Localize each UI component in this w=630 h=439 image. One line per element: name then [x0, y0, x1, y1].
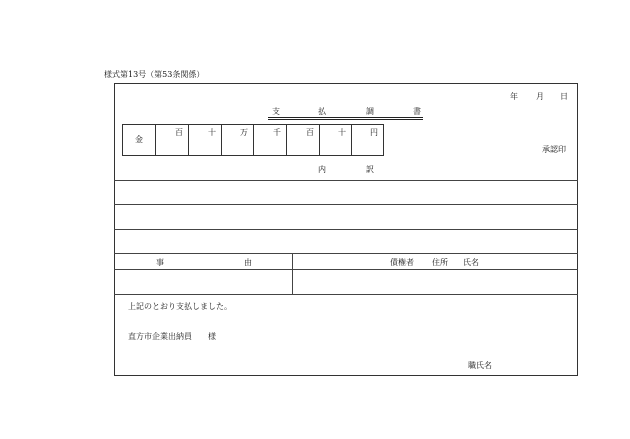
row-divider: [114, 294, 578, 295]
creditor-header: 債権者: [390, 258, 414, 267]
approval-seal-label: 承認印: [542, 145, 566, 154]
date-year-label: 年: [510, 92, 518, 101]
amount-digit-field[interactable]: [319, 125, 351, 155]
amount-digit-field[interactable]: [253, 125, 286, 155]
amount-box: [122, 124, 384, 156]
breakdown-row-3[interactable]: [115, 230, 577, 253]
title-char: 調: [366, 107, 374, 116]
date-day-label: 日: [560, 92, 568, 101]
breakdown-label: 訳: [366, 165, 374, 174]
reason-header-right: 由: [244, 258, 252, 267]
title-underline: [268, 117, 423, 118]
addressee-honorific: 様: [208, 332, 216, 341]
address-header: 住所: [432, 258, 448, 267]
amount-unit-label: 十: [208, 128, 216, 137]
breakdown-row-1[interactable]: [115, 181, 577, 204]
name-header: 氏名: [463, 258, 479, 267]
amount-unit-label: 千: [273, 128, 281, 137]
form-number-label: 様式第13号（第53条関係）: [104, 70, 205, 79]
amount-unit-label: 万: [240, 128, 248, 137]
title-char: 払: [318, 107, 326, 116]
amount-unit-label: 百: [306, 128, 314, 137]
payment-statement: 上記のとおり支払しました。: [128, 302, 232, 311]
breakdown-label: 内: [318, 165, 326, 174]
title-underline: [268, 119, 423, 120]
signature-label: 職氏名: [468, 361, 492, 370]
creditor-field[interactable]: [293, 270, 577, 294]
amount-unit-label: 百: [175, 128, 183, 137]
addressee-name: 直方市企業出納員: [128, 332, 192, 341]
amount-digit-field[interactable]: [188, 125, 221, 155]
title-char: 支: [272, 107, 280, 116]
row-divider: [114, 253, 578, 254]
amount-digit-field[interactable]: [221, 125, 253, 155]
title-char: 書: [413, 107, 421, 116]
reason-header-left: 事: [156, 258, 164, 267]
amount-unit-label: 十: [338, 128, 346, 137]
amount-digit-field[interactable]: [155, 125, 188, 155]
date-month-label: 月: [536, 92, 544, 101]
breakdown-row-2[interactable]: [115, 205, 577, 229]
amount-unit-label: 円: [370, 128, 378, 137]
reason-field[interactable]: [115, 270, 292, 294]
amount-digit-field[interactable]: [351, 125, 383, 155]
amount-digit-field[interactable]: [286, 125, 319, 155]
amount-prefix-label: 金: [135, 135, 143, 144]
